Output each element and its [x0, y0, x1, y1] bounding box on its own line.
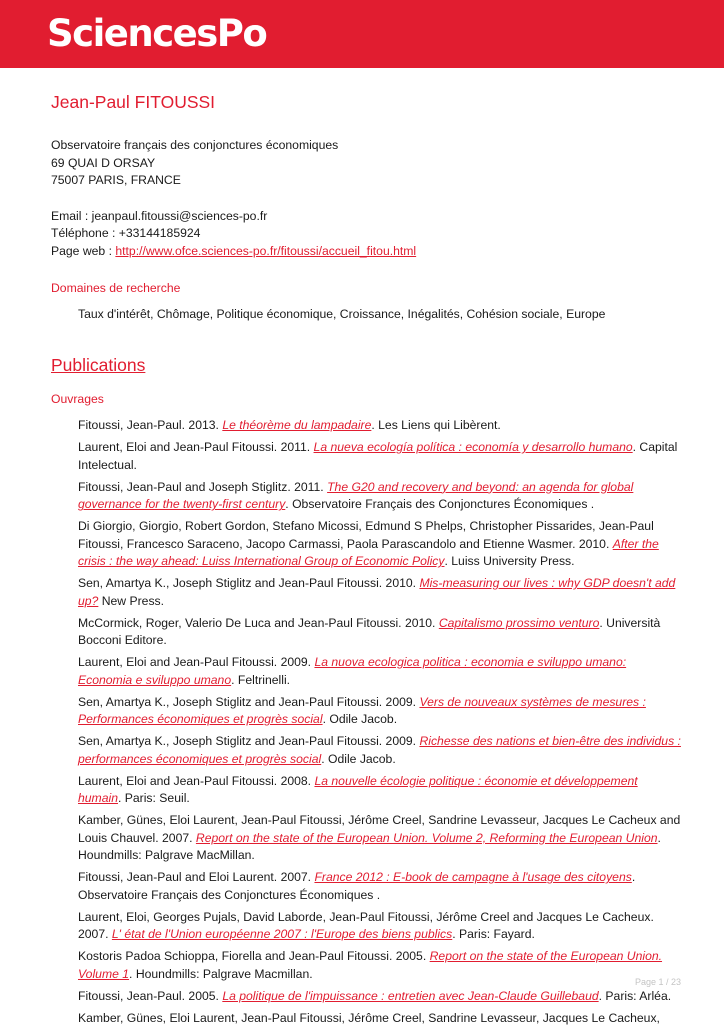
publication-publisher: . Observatoire Français des Conjonctures Économiques . — [78, 870, 636, 902]
address-line: 69 QUAI D ORSAY — [51, 155, 156, 170]
research-heading: Domaines de recherche — [51, 280, 181, 295]
research-domains: Taux d'intérêt, Chômage, Politique économique, Croissance, Inégalités, Cohésion sociale, Europe — [78, 307, 606, 322]
publication-item — [78, 869, 681, 904]
publication-item — [78, 909, 681, 944]
publication-item — [78, 773, 681, 808]
email-line: Email : jeanpaul.fitoussi@sciences-po.fr — [51, 208, 268, 223]
publication-title-link[interactable]: Richesse des nations et bien-être des individus : performances économiques et progrès social — [78, 734, 681, 766]
publication-authors: Laurent, Eloi and Jean-Paul Fitoussi. 2011. — [78, 440, 314, 455]
publication-publisher: . Luiss University Press. — [444, 554, 575, 569]
books-heading: Ouvrages — [51, 391, 104, 406]
publication-item — [78, 694, 681, 729]
address-line: 75007 PARIS, FRANCE — [51, 173, 181, 188]
publication-publisher: . Feltrinelli. — [231, 672, 291, 687]
publication-authors: Kamber, Günes, Eloi Laurent, Jean-Paul Fitoussi, Jérôme Creel, Sandrine Levasseur, Jacques Le Cacheux and Louis Chauvel. 2007. — [78, 813, 681, 845]
address-block — [51, 137, 681, 190]
publication-title-link[interactable]: La politique de l'impuissance : entretien avec Jean-Claude Guillebaud — [222, 988, 599, 1003]
page-number: Page 1 / 23 — [634, 977, 681, 987]
publication-item — [78, 439, 681, 474]
publication-item — [78, 988, 681, 1006]
publication-item — [78, 518, 681, 571]
publication-item — [78, 479, 681, 514]
publication-publisher: . Houndmills: Palgrave Macmillan. — [129, 966, 313, 981]
publication-authors: Fitoussi, Jean-Paul and Joseph Stiglitz. 2011. — [78, 479, 328, 494]
publication-publisher: . Paris: Seuil. — [117, 791, 190, 806]
publication-publisher: . Les Liens qui Libèrent. — [371, 418, 501, 433]
web-line — [51, 243, 681, 261]
publication-publisher: . Observatoire Français des Conjonctures Économiques . — [285, 497, 595, 512]
publication-item — [78, 654, 681, 689]
web-label: Page web : — [51, 243, 116, 258]
publication-authors: Sen, Amartya K., Joseph Stiglitz and Jean-Paul Fitoussi. 2009. — [78, 734, 420, 749]
publication-authors: Sen, Amartya K., Joseph Stiglitz and Jean-Paul Fitoussi. 2009. — [78, 694, 420, 709]
publication-title-link[interactable]: The G20 and recovery and beyond: an agenda for global governance for the twenty-first century — [78, 479, 634, 512]
publication-authors: Di Giorgio, Giorgio, Robert Gordon, Stefano Micossi, Edmund S Phelps, Christopher Pissarides, Jean-Paul Fitoussi, Francesco Saraceno, Jacopo Carmassi, Paola Parascandolo and Etienne Wasmer. 2010. — [78, 519, 654, 551]
publication-title-link[interactable]: La nouvelle écologie politique : économie et développement humain — [78, 773, 638, 806]
publication-title-link[interactable]: France 2012 : E-book de campagne à l'usage des citoyens — [314, 870, 632, 885]
publication-list — [78, 417, 681, 1027]
sciencespo-logo: SciencesPo — [47, 12, 267, 55]
publication-authors: Sen, Amartya K., Joseph Stiglitz and Jean-Paul Fitoussi. 2010. — [78, 576, 420, 591]
publication-item — [78, 733, 681, 768]
publication-authors: McCormick, Roger, Valerio De Luca and Jean-Paul Fitoussi. 2010. — [78, 615, 439, 630]
publication-title-link[interactable]: Mis-measuring our lives : why GDP doesn't add up? — [78, 576, 676, 608]
publication-title-link[interactable]: Capitalismo prossimo venturo — [438, 615, 600, 630]
publications-heading[interactable]: Publications — [51, 354, 146, 375]
publication-publisher: . Paris: Arléa. — [598, 988, 672, 1003]
publication-item — [78, 1010, 681, 1028]
publication-title-link[interactable]: After the crisis : the way ahead: Luiss International Group of Economic Policy — [78, 536, 659, 569]
publication-authors: Kamber, Günes, Eloi Laurent, Jean-Paul Fitoussi, Jérôme Creel, Sandrine Levasseur, Jacques Le Cacheux, — [78, 1010, 660, 1025]
publication-publisher: . Capital Intelectual. — [78, 440, 678, 472]
publication-publisher: . Odile Jacob. — [322, 712, 398, 727]
contact-block — [51, 208, 681, 261]
person-name: Jean-Paul FITOUSSI — [51, 92, 216, 112]
publication-title-link[interactable]: Le théorème du lampadaire — [222, 418, 372, 433]
publication-item — [78, 812, 681, 865]
publication-publisher: . Paris: Fayard. — [452, 927, 535, 942]
publication-authors: Laurent, Eloi and Jean-Paul Fitoussi. 2008. — [78, 773, 315, 788]
address-line: Observatoire français des conjonctures économiques — [51, 138, 339, 152]
publication-item — [78, 417, 681, 435]
publication-title-link[interactable]: Vers de nouveaux systèmes de mesures : Performances économiques et progrès social — [78, 694, 646, 727]
publication-authors: Fitoussi, Jean-Paul and Eloi Laurent. 2007. — [78, 870, 315, 885]
publication-item — [78, 575, 681, 610]
publication-authors: Fitoussi, Jean-Paul. 2005. — [78, 988, 223, 1003]
publication-authors: Kostoris Padoa Schioppa, Fiorella and Jean-Paul Fitoussi. 2005. — [78, 949, 430, 964]
web-link[interactable]: http://www.ofce.sciences-po.fr/fitoussi/accueil_fitou.html — [115, 243, 417, 258]
publication-publisher: . Odile Jacob. — [321, 751, 396, 766]
publication-authors: Laurent, Eloi and Jean-Paul Fitoussi. 2009. — [78, 655, 315, 670]
publication-title-link[interactable]: Report on the state of the European Union. Volume 2, Reforming the European Union — [195, 830, 658, 845]
publication-title-link[interactable]: La nuova ecologica politica : economia e sviluppo umano: Economia e sviluppo umano — [78, 655, 627, 687]
document-body — [51, 88, 681, 1032]
publication-item — [78, 948, 681, 983]
phone-line: Téléphone : +33144185924 — [51, 226, 201, 241]
publication-authors: Laurent, Eloi, Georges Pujals, David Laborde, Jean-Paul Fitoussi, Jérôme Creel and Jacques Le Cacheux. 2007. — [78, 909, 654, 942]
publication-title-link[interactable]: L' état de l'Union européenne 2007 : l'Europe des biens publics — [111, 927, 453, 942]
publication-item — [78, 615, 681, 650]
header-banner — [0, 0, 724, 68]
publication-publisher: . Università Bocconi Editore. — [78, 615, 661, 648]
publication-title-link[interactable]: Report on the state of the European Union. Volume 1 — [78, 949, 663, 981]
publication-title-link[interactable]: La nueva ecología política : economía y desarrollo humano — [313, 440, 633, 455]
publication-authors: Fitoussi, Jean-Paul. 2013. — [78, 418, 223, 433]
publication-publisher: . Houndmills: Palgrave MacMillan. — [78, 830, 661, 863]
publication-publisher: New Press. — [98, 593, 165, 608]
